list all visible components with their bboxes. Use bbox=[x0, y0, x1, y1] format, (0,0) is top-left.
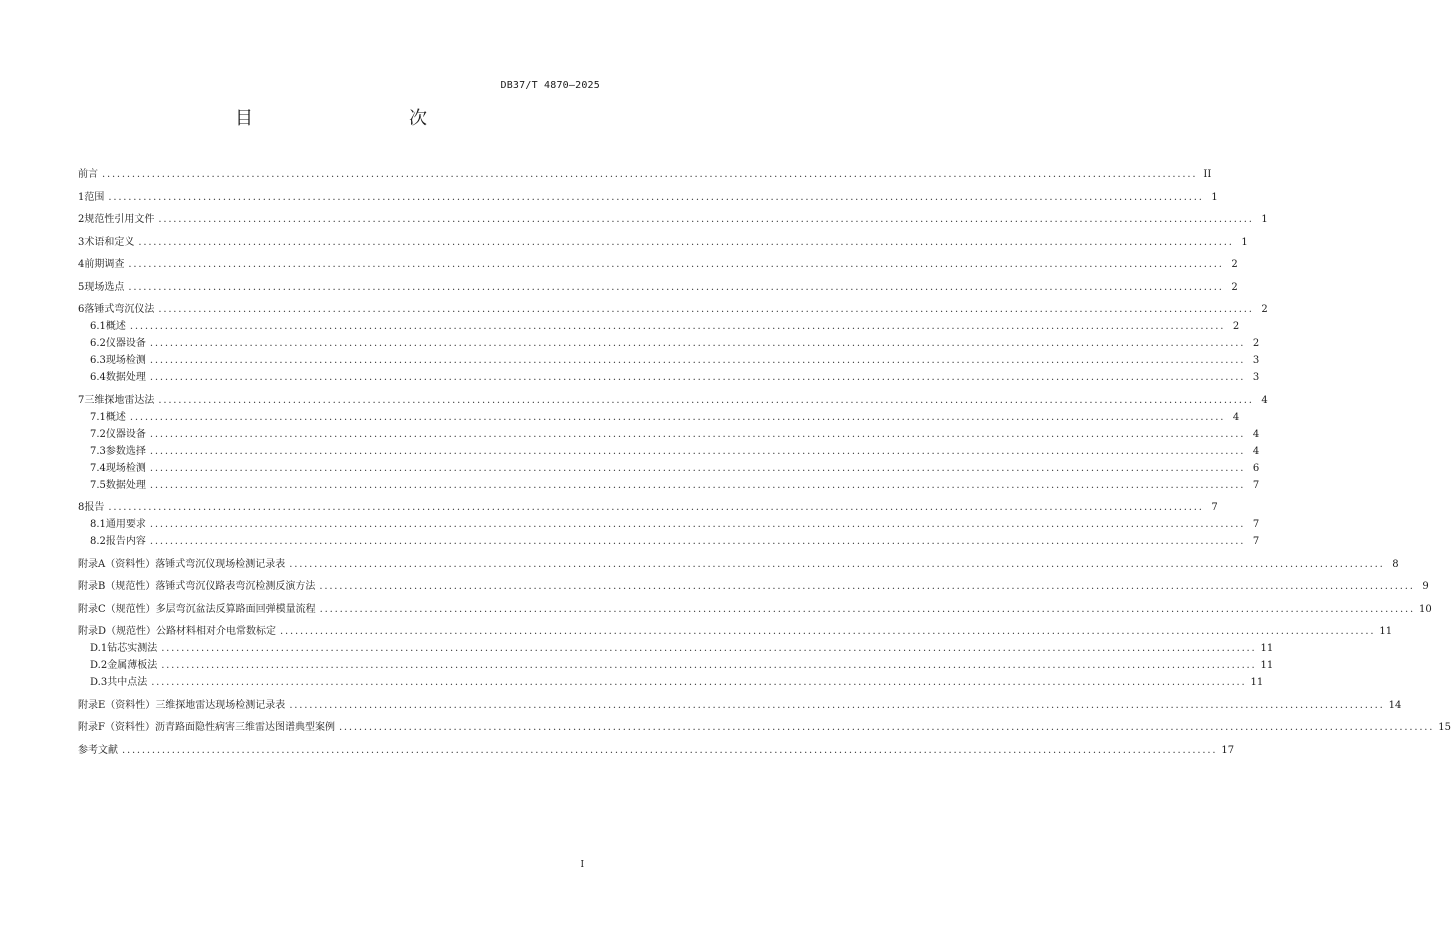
toc-entry-label: 仪器设备 bbox=[105, 338, 146, 349]
toc-entry[interactable] bbox=[78, 189, 1218, 206]
toc-entry-page: 10 bbox=[1418, 603, 1432, 615]
toc-leader-dots: ............................................................................................................................................................................................................................ bbox=[149, 428, 1246, 440]
toc-entry[interactable] bbox=[78, 674, 1264, 691]
toc-entry-page: 11 bbox=[1250, 677, 1264, 688]
toc-entry-page: 2 bbox=[1252, 338, 1260, 349]
toc-entry-page: 2 bbox=[1261, 304, 1268, 315]
toc-leader-dots: ............................................................................................................................................................................................................................ bbox=[280, 626, 1376, 637]
toc-entry-page: 3 bbox=[1252, 372, 1260, 383]
toc-leader-dots: ............................................................................................................................................................................................................................ bbox=[128, 281, 1224, 293]
toc-entry-label: 前言 bbox=[78, 169, 98, 180]
toc-entry[interactable] bbox=[78, 369, 1260, 386]
toc-entry-number: D.2 bbox=[90, 660, 108, 671]
toc-entry-page: 4 bbox=[1252, 428, 1260, 440]
toc-entry-number: 2 bbox=[78, 214, 85, 225]
toc-entry[interactable] bbox=[78, 477, 1260, 494]
toc-leader-dots: ............................................................................................................................................................................................................................ bbox=[149, 355, 1246, 366]
toc-entry-label: 落锤式弯沉仪路表弯沉检测反演方法 bbox=[155, 581, 316, 592]
toc-entry[interactable] bbox=[78, 697, 1402, 714]
toc-entry-number: 7.1 bbox=[90, 411, 106, 423]
toc-entry-label: 数据处理 bbox=[105, 372, 146, 383]
toc-leader-dots: ............................................................................................................................................................................................................................ bbox=[319, 581, 1415, 592]
toc-entry[interactable] bbox=[78, 516, 1260, 533]
toc-entry-page: 1 bbox=[1241, 236, 1248, 248]
toc-leader-dots: ............................................................................................................................................................................................................................ bbox=[319, 603, 1415, 615]
toc-entry-number: 8.1 bbox=[90, 519, 106, 530]
toc-entry-label: 现场选点 bbox=[84, 281, 125, 293]
toc-entry-label: 仪器设备 bbox=[105, 428, 146, 440]
toc-entry-page: 7 bbox=[1252, 536, 1260, 547]
toc-entry-number: 附录D（规范性） bbox=[78, 626, 157, 637]
toc-entry-page: 4 bbox=[1232, 411, 1240, 423]
toc-entry-label: 三维探地雷达法 bbox=[84, 394, 155, 406]
toc-entry-page: 11 bbox=[1379, 626, 1393, 637]
toc-entry[interactable] bbox=[78, 719, 1451, 736]
toc-entry-page: 6 bbox=[1252, 462, 1260, 474]
toc-entry-page: 1 bbox=[1261, 214, 1268, 225]
toc-entry-page: 8 bbox=[1392, 558, 1399, 570]
toc-entry-number: 6.4 bbox=[90, 372, 106, 383]
toc-entry[interactable] bbox=[78, 657, 1274, 674]
toc-leader-dots: ............................................................................................................................................................................................................................ bbox=[108, 191, 1204, 203]
toc-entry-label: 参考文献 bbox=[78, 744, 118, 756]
toc-leader-dots: ............................................................................................................................................................................................................................ bbox=[289, 558, 1385, 570]
toc-leader-dots: ............................................................................................................................................................................................................................ bbox=[129, 321, 1226, 332]
toc-entry-label: 沥青路面隐性病害三维雷达图谱典型案例 bbox=[154, 722, 335, 733]
toc-entry-label: 共中点法 bbox=[107, 677, 148, 688]
toc-entry[interactable] bbox=[78, 392, 1268, 409]
toc-leader-dots: ............................................................................................................................................................................................................................ bbox=[149, 479, 1246, 491]
toc-entry-page: 2 bbox=[1232, 321, 1240, 332]
toc-entry-number: 附录C（规范性） bbox=[78, 603, 156, 615]
toc-entry-label: 公路材料相对介电常数标定 bbox=[156, 626, 277, 637]
toc-entry[interactable] bbox=[78, 211, 1268, 228]
toc-entry-label: 现场检测 bbox=[105, 462, 146, 474]
toc-entry[interactable] bbox=[78, 640, 1274, 657]
toc-entry-label: 概述 bbox=[105, 321, 126, 332]
toc-entry[interactable] bbox=[78, 742, 1235, 759]
toc-entry-page: 3 bbox=[1252, 355, 1260, 366]
toc-entry[interactable] bbox=[78, 533, 1260, 550]
toc-entry-number: 6 bbox=[78, 304, 85, 315]
toc-entry-label: 报告 bbox=[84, 502, 105, 513]
toc-entry-number: 3 bbox=[78, 236, 85, 248]
toc-leader-dots: ............................................................................................................................................................................................................................ bbox=[108, 502, 1204, 513]
toc-entry-number: 附录B（规范性） bbox=[78, 581, 156, 592]
toc-leader-dots: ............................................................................................................................................................................................................................ bbox=[149, 519, 1246, 530]
toc-entry-page: 7 bbox=[1252, 519, 1260, 530]
toc-entry-page: 14 bbox=[1388, 699, 1402, 711]
toc-leader-dots: ............................................................................................................................................................................................................................ bbox=[149, 536, 1246, 547]
toc-entry-label: 数据处理 bbox=[105, 479, 146, 491]
toc-entry-page: 15 bbox=[1438, 722, 1451, 733]
toc-entry-label: 范围 bbox=[84, 191, 105, 203]
toc-entry-number: 7.2 bbox=[90, 428, 106, 440]
toc-entry-page: II bbox=[1203, 169, 1212, 180]
toc-entry[interactable] bbox=[78, 352, 1260, 369]
toc-entry-label: 前期调查 bbox=[84, 259, 125, 270]
toc-entry[interactable] bbox=[78, 409, 1240, 426]
toc-entry-label: 规范性引用文件 bbox=[84, 214, 155, 225]
toc-entry[interactable] bbox=[78, 443, 1260, 460]
table-of-contents bbox=[78, 166, 1451, 759]
toc-entry-page: 7 bbox=[1252, 479, 1260, 491]
toc-entry-page: 4 bbox=[1261, 394, 1268, 406]
toc-entry[interactable] bbox=[78, 623, 1393, 640]
toc-entry-number: 8.2 bbox=[90, 536, 106, 547]
toc-entry-number: 7.5 bbox=[90, 479, 106, 491]
toc-leader-dots: ............................................................................................................................................................................................................................ bbox=[158, 214, 1254, 225]
toc-leader-dots: ............................................................................................................................................................................................................................ bbox=[102, 169, 1198, 180]
toc-entry-number: 8 bbox=[78, 502, 85, 513]
toc-entry-number: 6.3 bbox=[90, 355, 106, 366]
toc-entry-label: 概述 bbox=[105, 411, 126, 423]
toc-entry-page: 7 bbox=[1211, 502, 1218, 513]
toc-entry[interactable] bbox=[78, 256, 1238, 273]
toc-entry[interactable] bbox=[78, 234, 1248, 251]
toc-leader-dots: ............................................................................................................................................................................................................................ bbox=[158, 304, 1254, 315]
toc-entry-number: 7 bbox=[78, 394, 85, 406]
toc-leader-dots: ............................................................................................................................................................................................................................ bbox=[338, 722, 1435, 733]
toc-leader-dots: ............................................................................................................................................................................................................................ bbox=[122, 744, 1218, 756]
toc-entry[interactable] bbox=[78, 318, 1240, 335]
toc-entry-number: 附录E（资料性） bbox=[78, 699, 156, 711]
toc-entry-number: 7.3 bbox=[90, 445, 106, 457]
toc-entry-label: 现场检测 bbox=[105, 355, 146, 366]
toc-entry-label: 多层弯沉盆法反算路面回弹模量流程 bbox=[155, 603, 316, 615]
toc-entry-label: 钻芯实测法 bbox=[107, 643, 158, 654]
toc-leader-dots: ............................................................................................................................................................................................................................ bbox=[128, 259, 1224, 270]
toc-entry-label: 术语和定义 bbox=[84, 236, 135, 248]
toc-leader-dots: ............................................................................................................................................................................................................................ bbox=[289, 699, 1385, 711]
toc-entry-page: 2 bbox=[1231, 259, 1238, 270]
toc-leader-dots: ............................................................................................................................................................................................................................ bbox=[161, 643, 1257, 654]
toc-leader-dots: ............................................................................................................................................................................................................................ bbox=[149, 445, 1246, 457]
toc-entry-label: 报告内容 bbox=[105, 536, 146, 547]
toc-entry[interactable] bbox=[78, 556, 1399, 573]
toc-entry-number: 7.4 bbox=[90, 462, 106, 474]
toc-entry-label: 金属薄板法 bbox=[107, 660, 158, 671]
toc-entry-page: 17 bbox=[1221, 744, 1235, 756]
toc-leader-dots: ............................................................................................................................................................................................................................ bbox=[129, 411, 1226, 423]
toc-entry-number: 6.2 bbox=[90, 338, 106, 349]
toc-leader-dots: ............................................................................................................................................................................................................................ bbox=[149, 338, 1246, 349]
toc-leader-dots: ............................................................................................................................................................................................................................ bbox=[138, 236, 1234, 248]
toc-entry-label: 落锤式弯沉仪法 bbox=[84, 304, 155, 315]
toc-entry[interactable] bbox=[78, 301, 1268, 318]
toc-entry[interactable] bbox=[78, 279, 1238, 296]
toc-entry-label: 参数选择 bbox=[105, 445, 146, 457]
toc-entry-page: 2 bbox=[1231, 281, 1238, 293]
toc-entry-number: D.3 bbox=[90, 677, 108, 688]
toc-entry-page: 11 bbox=[1260, 643, 1274, 654]
toc-entry[interactable] bbox=[78, 426, 1260, 443]
toc-entry[interactable] bbox=[78, 460, 1260, 477]
toc-entry-number: 附录F（资料性） bbox=[78, 722, 155, 733]
toc-leader-dots: ............................................................................................................................................................................................................................ bbox=[149, 462, 1246, 474]
toc-entry[interactable] bbox=[78, 166, 1212, 183]
toc-entry-label: 通用要求 bbox=[105, 519, 146, 530]
toc-entry[interactable] bbox=[78, 499, 1218, 516]
toc-entry[interactable] bbox=[78, 601, 1432, 618]
toc-entry-page: 9 bbox=[1422, 581, 1429, 592]
toc-entry-number: 5 bbox=[78, 281, 85, 293]
toc-entry-page: 1 bbox=[1211, 191, 1218, 203]
toc-leader-dots: ............................................................................................................................................................................................................................ bbox=[158, 394, 1254, 406]
toc-entry[interactable] bbox=[78, 335, 1260, 352]
toc-leader-dots: ............................................................................................................................................................................................................................ bbox=[151, 677, 1247, 688]
toc-entry-number: 4 bbox=[78, 259, 85, 270]
toc-entry-label: 落锤式弯沉仪现场检测记录表 bbox=[155, 558, 286, 570]
page-title: 目 次 bbox=[235, 108, 467, 129]
toc-entry-number: 6.1 bbox=[90, 321, 106, 332]
toc-entry-label: 三维探地雷达现场检测记录表 bbox=[155, 699, 286, 711]
toc-entry-page: 11 bbox=[1260, 660, 1274, 671]
toc-entry[interactable] bbox=[78, 578, 1429, 595]
toc-leader-dots: ............................................................................................................................................................................................................................ bbox=[149, 372, 1246, 383]
toc-entry-page: 4 bbox=[1252, 445, 1260, 457]
toc-entry-number: 附录A（资料性） bbox=[78, 558, 156, 570]
toc-leader-dots: ............................................................................................................................................................................................................................ bbox=[161, 660, 1257, 671]
page-number: I bbox=[580, 860, 584, 870]
toc-entry-number: D.1 bbox=[90, 643, 108, 654]
toc-entry-number: 1 bbox=[78, 191, 85, 203]
document-code: DB37/T 4870—2025 bbox=[500, 80, 600, 91]
